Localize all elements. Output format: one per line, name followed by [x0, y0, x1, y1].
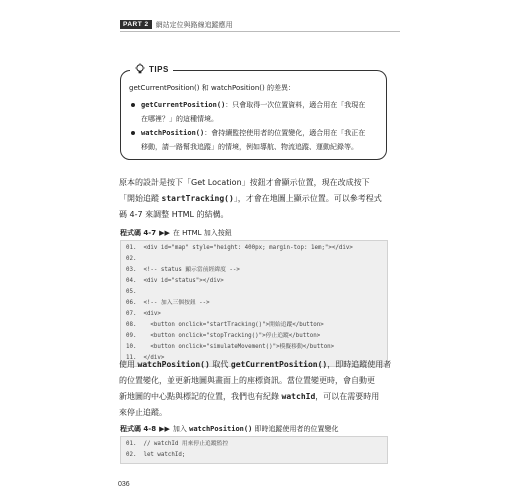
code-line: 06. <!-- 加入三個按鈕 -->: [126, 300, 210, 306]
text-span: 取代: [209, 360, 231, 369]
tips-item-line: [141, 98, 381, 112]
inline-code: startTracking(): [161, 194, 234, 203]
text-span: ，可以在需要時用: [315, 392, 380, 401]
code-line: 03. <!-- status 顯示當前經緯度 -->: [126, 267, 240, 273]
code-caption-4-7: [120, 228, 232, 238]
code-block-4-7: [120, 240, 388, 367]
body-paragraph-1: [119, 175, 394, 223]
tips-text: ：會持續監控使用者的位置變化，適合用在「我正在: [204, 129, 366, 137]
bullet-icon: [131, 131, 135, 135]
code-line: 10. <button onclick="simulateMovement()">模擬移動</button>: [126, 344, 335, 350]
bullet-icon: [131, 103, 135, 107]
tips-text: 在哪裡？」的這種情境。: [141, 115, 218, 123]
code-line: 02.: [126, 256, 137, 262]
code-description: 在 HTML 加入按鈕: [172, 229, 232, 237]
tips-item-line: [141, 126, 381, 140]
inline-code: getCurrentPosition(): [230, 360, 328, 369]
code-line: 04. <div id="status"></div>: [126, 278, 224, 284]
code-line: 09. <button onclick="stopTracking()">停止追蹤</button>: [126, 333, 321, 339]
paragraph-line: 的位置變化，並更新地圖與畫面上的座標資訊。當位置變更時，會自動更: [119, 376, 375, 385]
paragraph-line: [119, 389, 394, 405]
code-number: 程式碼 4-8: [120, 425, 157, 433]
tips-item-watchposition: [131, 126, 381, 154]
text-span: 即時追蹤使用者的位置變化: [252, 425, 339, 433]
text-span: 新地圖的中心點與標記的位置，我們也有紀錄: [119, 392, 282, 401]
tips-intro: getCurrentPosition() 和 watchPosition() 的差異：: [129, 84, 295, 92]
code-number: 程式碼 4-7: [120, 229, 157, 237]
part-badge: PART 2: [120, 20, 152, 29]
code-line: 07. <div>: [126, 311, 161, 317]
text-span: 「開始追蹤: [119, 194, 162, 203]
tips-label: TIPS: [149, 64, 169, 74]
text-span: 」，才會在地圖上顯示位置。可以參考程式: [233, 194, 382, 203]
body-paragraph-2: [119, 357, 394, 421]
running-header: [120, 18, 400, 32]
paragraph-line: [119, 357, 394, 373]
tips-text: ：只會取得一次位置資料，適合用在「我現在: [225, 101, 366, 109]
text-span: ，即時追蹤使用者: [327, 360, 392, 369]
paragraph-line: 碼 4-7 來調整 HTML 的結構。: [119, 210, 229, 219]
code-line: 08. <button onclick="startTracking()">開始追蹤</button>: [126, 322, 324, 328]
inline-code: watchPosition(): [189, 425, 253, 433]
code-caption-4-8: [120, 424, 339, 434]
code-line: 05.: [126, 289, 137, 295]
code-line: 01. <div id="map" style="height: 400px; margin-top: 1em;"></div>: [126, 245, 353, 251]
tips-term: watchPosition(): [141, 129, 205, 137]
inline-code: watchId: [281, 392, 316, 401]
code-block-4-8: [120, 436, 388, 464]
tips-item-getcurrentposition: [131, 98, 381, 126]
chapter-title: 網站定位與路線追蹤應用: [155, 20, 233, 29]
lightbulb-icon: [134, 63, 146, 75]
double-arrow-icon: ▶▶: [159, 229, 170, 237]
text-span: 使用: [119, 360, 138, 369]
tips-tag: [130, 63, 173, 75]
inline-code: watchPosition(): [137, 360, 210, 369]
code-line: 02. let watchId;: [126, 452, 186, 458]
code-line: 11. </div>: [126, 355, 165, 361]
text-span: 加入: [172, 425, 190, 433]
tips-text: 移動，請一路幫我追蹤」的情境，例如導航、物流追蹤、運動紀錄等。: [141, 143, 358, 151]
double-arrow-icon: ▶▶: [159, 425, 170, 433]
paragraph-line: 來停止追蹤。: [119, 408, 167, 417]
paragraph-line: 原本的設計是按下「Get Location」按鈕才會顯示位置，現在改成按下: [119, 178, 370, 187]
paragraph-line: [119, 191, 394, 207]
tips-box: [120, 64, 387, 160]
code-line: 01. // watchId 用來停止追蹤監控: [126, 441, 229, 447]
page-number: 036: [118, 481, 130, 488]
tips-term: getCurrentPosition(): [141, 101, 226, 109]
